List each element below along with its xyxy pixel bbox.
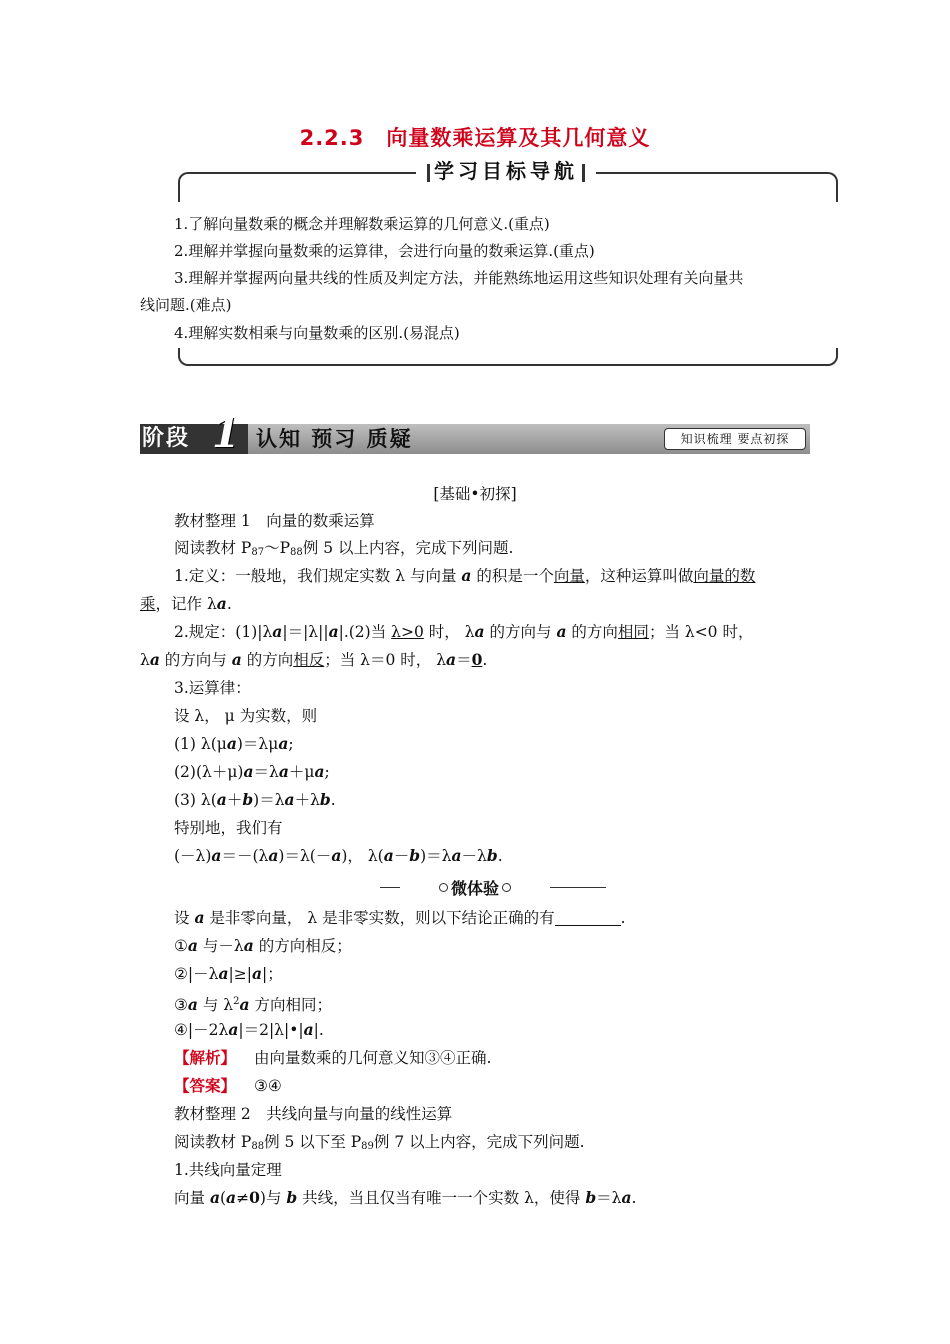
goal-text: 3.理解并掌握两向量共线的性质及判定方法，并能熟练地运用这些知识处理有关向量共 <box>174 269 744 287</box>
option-3: ③a 与 $\lambda^2a$ 方向相同； <box>174 995 332 1014</box>
option-2: ②|－λa|≥|a|； <box>174 964 283 983</box>
collinear-theorem: 向量 a(a≠0)与 b 共线，当且仅当有唯一一个实数 λ，使得 b＝λa. <box>174 1188 637 1207</box>
goal-text: 线问题.(难点) <box>140 296 232 314</box>
heading-bar-left <box>427 164 430 182</box>
goal-text: 1.了解向量数乘的概念并理解数乘运算的几何意义.(重点) <box>174 215 550 233</box>
law-2: (2)(λ＋μ)a＝λa＋μa; <box>174 762 330 781</box>
textbook-heading-1: 教材整理 1 向量的数乘运算 <box>174 512 375 530</box>
law-1: (1) λ(μa)＝λμa; <box>174 734 294 753</box>
stage-tag: 知识梳理 要点初探 <box>664 428 806 450</box>
law-heading: 3.运算律： <box>174 679 251 697</box>
rule-line: 2.规定：(1)|λa|＝|λ||a|.(2)当 λ>0 时， λa 的方向与 a 的方向相同；当 λ<0 时， <box>174 622 754 641</box>
question-line: 设 a 是非零向量， λ 是非零实数，则以下结论正确的有 . <box>174 908 626 927</box>
page-title: 2.2.3 向量数乘运算及其几何意义 <box>299 126 651 150</box>
answer-blank <box>555 909 621 926</box>
goal-item-1 <box>140 212 815 236</box>
heading-text: 学习目标导航 <box>434 159 578 183</box>
analysis-line: 【解析】 由向量数乘的几何意义知③④正确. <box>174 1048 492 1067</box>
goal-item-4 <box>140 321 815 345</box>
section-heading-goals <box>416 156 596 186</box>
law-setup: 设 λ， μ 为实数，则 <box>174 707 318 725</box>
circle-icon <box>502 883 511 892</box>
special-formula: (－λ)a＝－(λa)＝λ(－a)， λ(a－b)＝λa－λb. <box>174 846 503 865</box>
goal-item-3 <box>140 266 815 290</box>
answer-label: 【答案】 <box>174 1076 237 1095</box>
goal-text: 4.理解实数相乘与向量数乘的区别.(易混点) <box>174 324 460 342</box>
collinear-heading: 1.共线向量定理 <box>174 1161 282 1179</box>
definition-line-cont: 乘，记作 λa. <box>140 594 232 613</box>
stage-word: 阶段 <box>142 426 191 451</box>
answer-line: 【答案】 ③④ <box>174 1076 282 1095</box>
goal-item-3-cont <box>140 293 815 317</box>
rule-line-cont: λa 的方向与 a 的方向相反；当 λ＝0 时， λa＝0. <box>140 650 488 669</box>
goal-frame-bottom <box>178 348 838 366</box>
stage-title: 认知 预习 质疑 <box>256 427 413 451</box>
goal-item-2 <box>140 239 815 263</box>
goal-text: 2.理解并掌握向量数乘的运算律，会进行向量的数乘运算.(重点) <box>174 242 595 260</box>
definition-line: 1.定义：一般地，我们规定实数 λ 与向量 a 的积是一个向量，这种运算叫做向量的数 <box>174 566 756 585</box>
section-tag: [基础•初探] <box>433 485 517 503</box>
option-1: ①a 与－λa 的方向相反； <box>174 936 352 955</box>
mini-experience-heading: 微体验 <box>400 876 550 899</box>
analysis-label: 【解析】 <box>174 1048 237 1067</box>
circle-icon <box>439 883 448 892</box>
textbook-heading-2: 教材整理 2 共线向量与向量的线性运算 <box>174 1105 453 1123</box>
read-instruction-1: 阅读教材 $P_{87}\sim P_{88}$例 5 以上内容，完成下列问题. <box>174 539 514 558</box>
option-4: ④|－2λa|＝2|λ|•|a|. <box>174 1020 324 1039</box>
special-intro: 特别地，我们有 <box>174 819 283 837</box>
read-instruction-2: 阅读教材 $P_{88}$例 5 以下至 $P_{89}$例 7 以上内容，完成下列问题. <box>174 1133 585 1152</box>
heading-bar-right <box>582 164 585 182</box>
law-3: (3) λ(a＋b)＝λa＋λb. <box>174 790 336 809</box>
stage-number: 1 <box>212 410 240 457</box>
